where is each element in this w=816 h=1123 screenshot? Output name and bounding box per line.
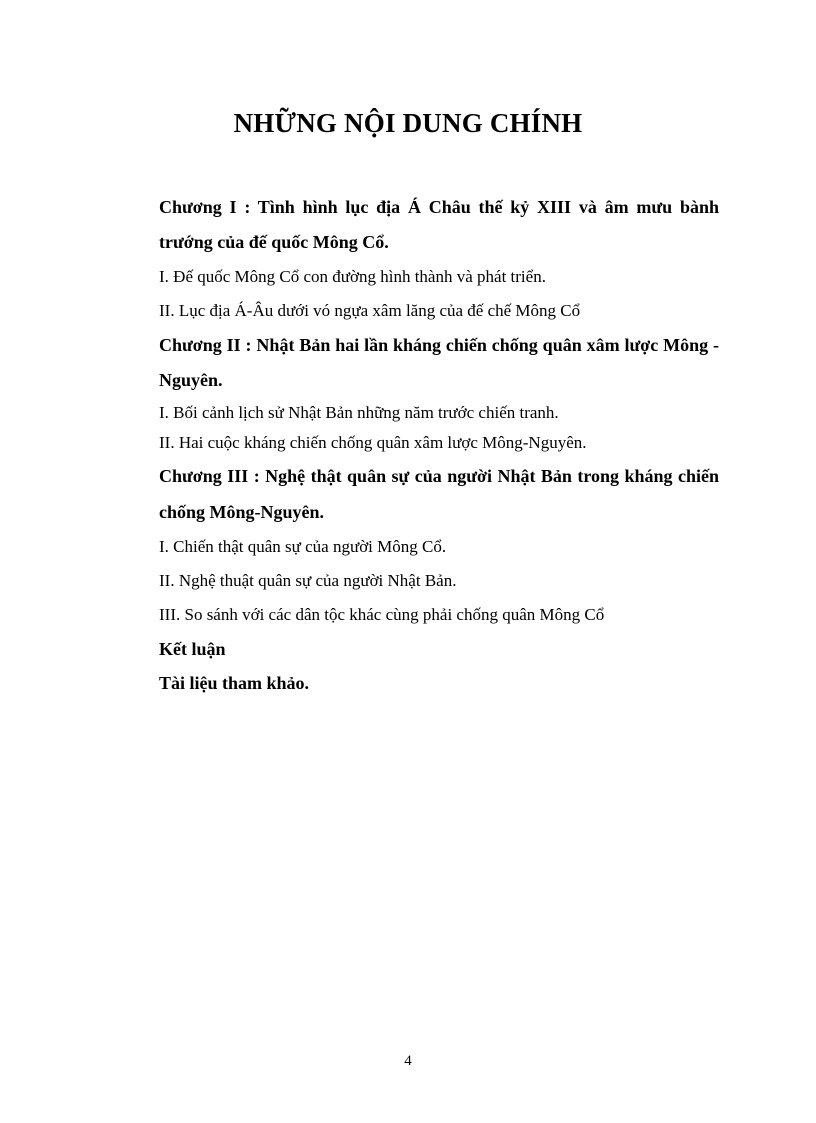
chapter-2-section-2: II. Hai cuộc kháng chiến chống quân xâm lược Mông-Nguyên. [159,433,587,452]
chapter-1-section-1: I. Đế quốc Mông Cổ con đường hình thành và phát triển. [159,267,546,286]
chapter-2-heading: Chương II : Nhật Bản hai lần kháng chiến chống quân xâm lược Mông -Nguyên. [159,335,719,390]
conclusion-heading: Kết luận [159,639,226,659]
chapter-1-section-2: II. Lục địa Á-Âu dưới vó ngựa xâm lăng của đế chế Mông Cổ [159,301,581,320]
chapter-3-heading: Chương III : Nghệ thật quân sự của người Nhật Bản trong kháng chiến chống Mông-Nguyên. [159,466,719,522]
chapter-2-section-1: I. Bối cảnh lịch sử Nhật Bản những năm trước chiến tranh. [159,403,559,422]
chapter-3-section-1: I. Chiến thật quân sự của người Mông Cổ. [159,537,447,556]
page-number: 4 [404,1053,412,1069]
page-title: NHỮNG NỘI DUNG CHÍNH [233,108,583,138]
chapter-3-section-3: III. So sánh với các dân tộc khác cùng phải chống quân Mông Cổ [159,605,605,624]
references-heading: Tài liệu tham khảo. [159,673,310,693]
table-of-contents [159,190,719,700]
chapter-3-section-2: II. Nghệ thuật quân sự của người Nhật Bản. [159,571,457,590]
chapter-1-heading: Chương I : Tình hình lục địa Á Châu thế kỷ XIII và âm mưu bành trướng của đế quốc Mông Cổ. [159,197,719,252]
